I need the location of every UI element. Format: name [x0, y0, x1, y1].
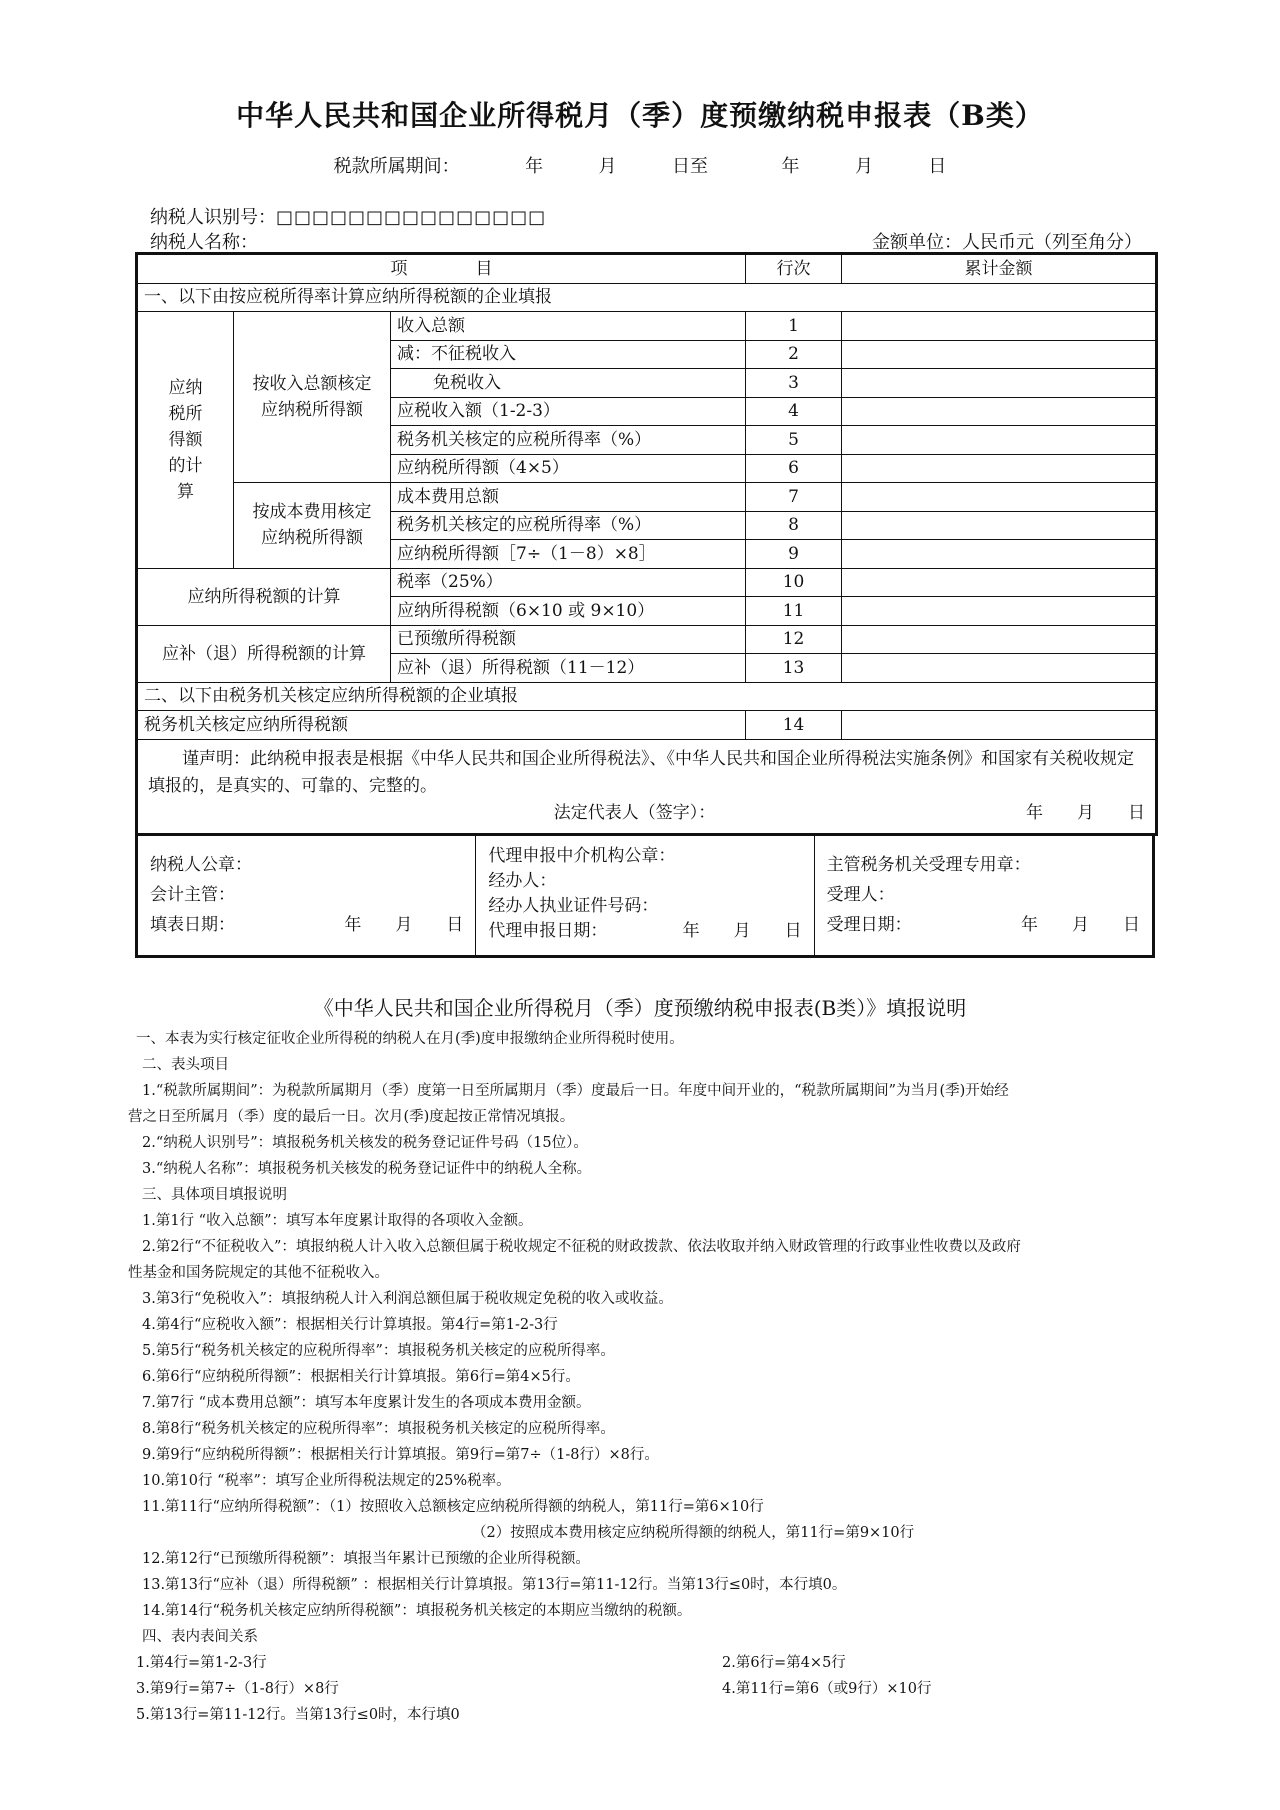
agent-date: 年 月 日	[682, 921, 802, 941]
instructions-body	[128, 1026, 1158, 1728]
row-5-amount[interactable]	[842, 426, 1157, 455]
form-title: 中华人民共和国企业所得税月（季）度预缴纳税申报表（B类）	[236, 99, 1044, 132]
taxpayer-id-label: 纳税人识别号：	[150, 207, 276, 228]
relation-item: 2.第6行=第4×5行	[722, 1655, 846, 1671]
relation-item: 3.第9行=第7÷（1-8行）×8行	[136, 1681, 339, 1697]
relations-row	[128, 1676, 1158, 1702]
instructions-title: 《中华人民共和国企业所得税月（季）度预缴纳税申报表(B类）》填报说明	[313, 996, 967, 1020]
instruction-line: 4.第4行“应税收入额”：根据相关行计算填报。第4行=第1-2-3行	[142, 1317, 558, 1333]
row-8-no: 8	[746, 511, 842, 540]
row-14-amount[interactable]	[842, 711, 1157, 740]
instruction-line: 11.第11行“应纳所得税额”：（1）按照收入总额核定应纳税所得额的纳税人，第11行=第6×10行	[142, 1499, 764, 1515]
row-9-label: 应纳税所得额［7÷（1－8）×8］	[391, 540, 746, 569]
period-label: 税款所属期间：	[333, 156, 460, 177]
row-1-amount[interactable]	[842, 312, 1157, 341]
declaration-cell	[137, 739, 1157, 834]
agent-seal-label: 代理申报中介机构公章：	[488, 846, 676, 866]
amount-unit: 金额单位：人民币元（列至角分）	[872, 232, 1142, 253]
fill-date-line: 填表日期： 年 月 日	[150, 910, 463, 940]
row-1-no: 1	[746, 312, 842, 341]
row-13-no: 13	[746, 654, 842, 683]
relation-item: 5.第13行=第11-12行。当第13行≤0时，本行填0	[136, 1707, 460, 1723]
taxpayer-id-boxes[interactable]: □□□□□□□□□□□□□□□	[276, 207, 547, 228]
row-4-no: 4	[746, 397, 842, 426]
instruction-line: 二、表头项目	[142, 1057, 229, 1073]
period-year-end: 年	[781, 156, 800, 177]
relations-row	[128, 1702, 1158, 1728]
row-4-amount[interactable]	[842, 397, 1157, 426]
legal-rep-label: 法定代表人（签字）：	[553, 802, 716, 823]
tax-period-line	[0, 152, 1280, 178]
period-year-start: 年	[525, 156, 544, 177]
agent-date-line: 代理申报日期： 年 月 日	[488, 919, 801, 944]
section-1-heading: 一、以下由按应税所得率计算应纳所得税额的企业填报	[137, 283, 1157, 312]
taxpayer-name-label: 纳税人名称：	[150, 232, 258, 253]
group-taxable-income: 应纳 税所 得额 的计 算	[137, 312, 234, 569]
row-6-amount[interactable]	[842, 454, 1157, 483]
authority-seal-label: 主管税务机关受理专用章：	[826, 855, 1031, 875]
table-row	[137, 483, 1157, 512]
row-9-no: 9	[746, 540, 842, 569]
row-11-label: 应纳所得税额（6×10 或 9×10）	[391, 597, 746, 626]
row-8-label: 税务机关核定的应税所得率（%）	[391, 511, 746, 540]
col-amount-header: 累计金额	[842, 254, 1157, 284]
row-12-amount[interactable]	[842, 625, 1157, 654]
period-day-to: 日至	[672, 156, 708, 177]
declaration-text: 谨声明：此纳税申报表是根据《中华人民共和国企业所得税法》、《中华人民共和国企业所得税法实施条例》和国家有关税收规定填报的，是真实的、可靠的、完整的。	[148, 748, 1134, 796]
period-month-end: 月	[854, 156, 873, 177]
instruction-line: 14.第14行“税务机关核定应纳所得税额”：填报税务机关核定的本期应当缴纳的税额。	[142, 1603, 692, 1619]
row-12-no: 12	[746, 625, 842, 654]
row-2-no: 2	[746, 340, 842, 369]
instruction-line: 2.第2行“不征税收入”：填报纳税人计入收入总额但属于税收规定不征税的财政拨款、依法收取并纳入财政管理的行政事业性收费以及政府	[142, 1239, 1021, 1255]
fill-date: 年 月 日	[344, 915, 464, 935]
col-item-header: 项 目	[137, 254, 746, 284]
table-row	[137, 625, 1157, 654]
row-4-label: 应税收入额（1-2-3）	[391, 397, 746, 426]
instruction-line: 性基金和国务院规定的其他不征税收入。	[128, 1265, 389, 1281]
instruction-line: 1.“税款所属期间”：为税款所属期月（季）度第一日至所属期月（季）度最后一日。年度中间开业的，“税款所属期间”为当月(季)开始经	[142, 1083, 1009, 1099]
instruction-line: 营之日至所属月（季）度的最后一日。次月(季)度起按正常情况填报。	[128, 1109, 575, 1125]
instruction-line: 10.第10行 “税率”：填写企业所得税法规定的25%税率。	[142, 1473, 511, 1489]
receipt-date: 年 月 日	[1020, 915, 1140, 935]
period-day-end: 日	[928, 156, 947, 177]
subgroup-by-income: 按收入总额核定 应纳税所得额	[234, 312, 391, 483]
row-6-label: 应纳税所得额（4×5）	[391, 454, 746, 483]
instruction-line: 三、具体项目填报说明	[142, 1187, 287, 1203]
agent-handler-label: 经办人：	[488, 871, 557, 891]
instruction-line: 8.第8行“税务机关核定的应税所得率”：填报税务机关核定的应税所得率。	[142, 1421, 615, 1437]
col-row-header: 行次	[746, 254, 842, 284]
instruction-line: 2.“纳税人识别号”：填报税务机关核发的税务登记证件号码（15位）。	[142, 1135, 588, 1151]
instruction-line: 9.第9行“应纳税所得额”：根据相关行计算填报。第9行=第7÷（1-8行）×8行。	[142, 1447, 659, 1463]
table-row	[137, 568, 1157, 597]
period-month-start: 月	[598, 156, 617, 177]
signature-section	[135, 836, 1155, 958]
row-3-label: 免税收入	[391, 369, 746, 398]
row-7-amount[interactable]	[842, 483, 1157, 512]
tax-authority-block	[815, 836, 1152, 955]
instruction-line: 1.第1行 “收入总额”：填写本年度累计取得的各项收入金额。	[142, 1213, 533, 1229]
instruction-line: 3.“纳税人名称”：填报税务机关核发的税务登记证件中的纳税人全称。	[142, 1161, 592, 1177]
section-2-heading: 二、以下由税务机关核定应纳所得税额的企业填报	[137, 682, 1157, 711]
taxpayer-seal-label: 纳税人公章：	[150, 855, 252, 875]
instruction-line: 6.第6行“应纳税所得额”：根据相关行计算填报。第6行=第4×5行。	[142, 1369, 580, 1385]
taxpayer-sign-block	[138, 836, 476, 955]
relations-row	[128, 1650, 1158, 1676]
table-row	[137, 312, 1157, 341]
legal-rep-line	[148, 800, 1145, 827]
instruction-line: 12.第12行“已预缴所得税额”：填报当年累计已预缴的企业所得税额。	[142, 1551, 590, 1567]
row-11-no: 11	[746, 597, 842, 626]
instruction-line: 3.第3行“免税收入”：填报纳税人计入利润总额但属于税收规定免税的收入或收益。	[142, 1291, 673, 1307]
row-14-label: 税务机关核定应纳所得税额	[137, 711, 746, 740]
row-10-label: 税率（25%）	[391, 568, 746, 597]
row-10-amount[interactable]	[842, 568, 1157, 597]
table-row	[137, 711, 1157, 740]
group-tax-calc: 应纳所得税额的计算	[137, 568, 391, 625]
taxpayer-id-line	[150, 203, 546, 229]
row-5-no: 5	[746, 426, 842, 455]
receiver-label: 受理人：	[826, 885, 895, 905]
receipt-date-line: 受理日期： 年 月 日	[827, 910, 1140, 940]
row-3-no: 3	[746, 369, 842, 398]
declaration-table	[135, 252, 1158, 836]
instruction-line: （2）按照成本费用核定应纳税所得额的纳税人，第11行=第9×10行	[472, 1525, 915, 1541]
agent-sign-block	[476, 836, 814, 955]
declaration-date: 年 月 日	[1026, 802, 1146, 823]
relation-item: 4.第11行=第6（或9行）×10行	[722, 1681, 932, 1697]
row-10-no: 10	[746, 568, 842, 597]
row-14-no: 14	[746, 711, 842, 740]
instruction-line: 一、本表为实行核定征收企业所得税的纳税人在月(季)度申报缴纳企业所得税时使用。	[136, 1031, 684, 1047]
row-1-label: 收入总额	[391, 312, 746, 341]
row-6-no: 6	[746, 454, 842, 483]
instruction-line: 13.第13行“应补（退）所得税额” ：根据相关行计算填报。第13行=第11-12行。当第13行≤0时，本行填0。	[142, 1577, 847, 1593]
row-7-label: 成本费用总额	[391, 483, 746, 512]
row-11-amount[interactable]	[842, 597, 1157, 626]
row-8-amount[interactable]	[842, 511, 1157, 540]
instruction-line: 5.第5行“税务机关核定的应税所得率”：填报税务机关核定的应税所得率。	[142, 1343, 615, 1359]
relation-item: 1.第4行=第1-2-3行	[136, 1655, 267, 1671]
accounting-supervisor-label: 会计主管：	[150, 885, 235, 905]
instruction-line: 四、表内表间关系	[142, 1629, 258, 1645]
row-9-amount[interactable]	[842, 540, 1157, 569]
table-header-row	[137, 254, 1157, 284]
row-2-amount[interactable]	[842, 340, 1157, 369]
instruction-line: 7.第7行 “成本费用总额”：填写本年度累计发生的各项成本费用金额。	[142, 1395, 591, 1411]
row-2-label: 减：不征税收入	[391, 340, 746, 369]
subgroup-by-cost: 按成本费用核定 应纳税所得额	[234, 483, 391, 569]
row-13-amount[interactable]	[842, 654, 1157, 683]
group-refund-calc: 应补（退）所得税额的计算	[137, 625, 391, 682]
agent-license-label: 经办人执业证件号码：	[488, 896, 659, 916]
row-12-label: 已预缴所得税额	[391, 625, 746, 654]
row-5-label: 税务机关核定的应税所得率（%）	[391, 426, 746, 455]
row-13-label: 应补（退）所得税额（11－12）	[391, 654, 746, 683]
row-3-amount[interactable]	[842, 369, 1157, 398]
row-7-no: 7	[746, 483, 842, 512]
